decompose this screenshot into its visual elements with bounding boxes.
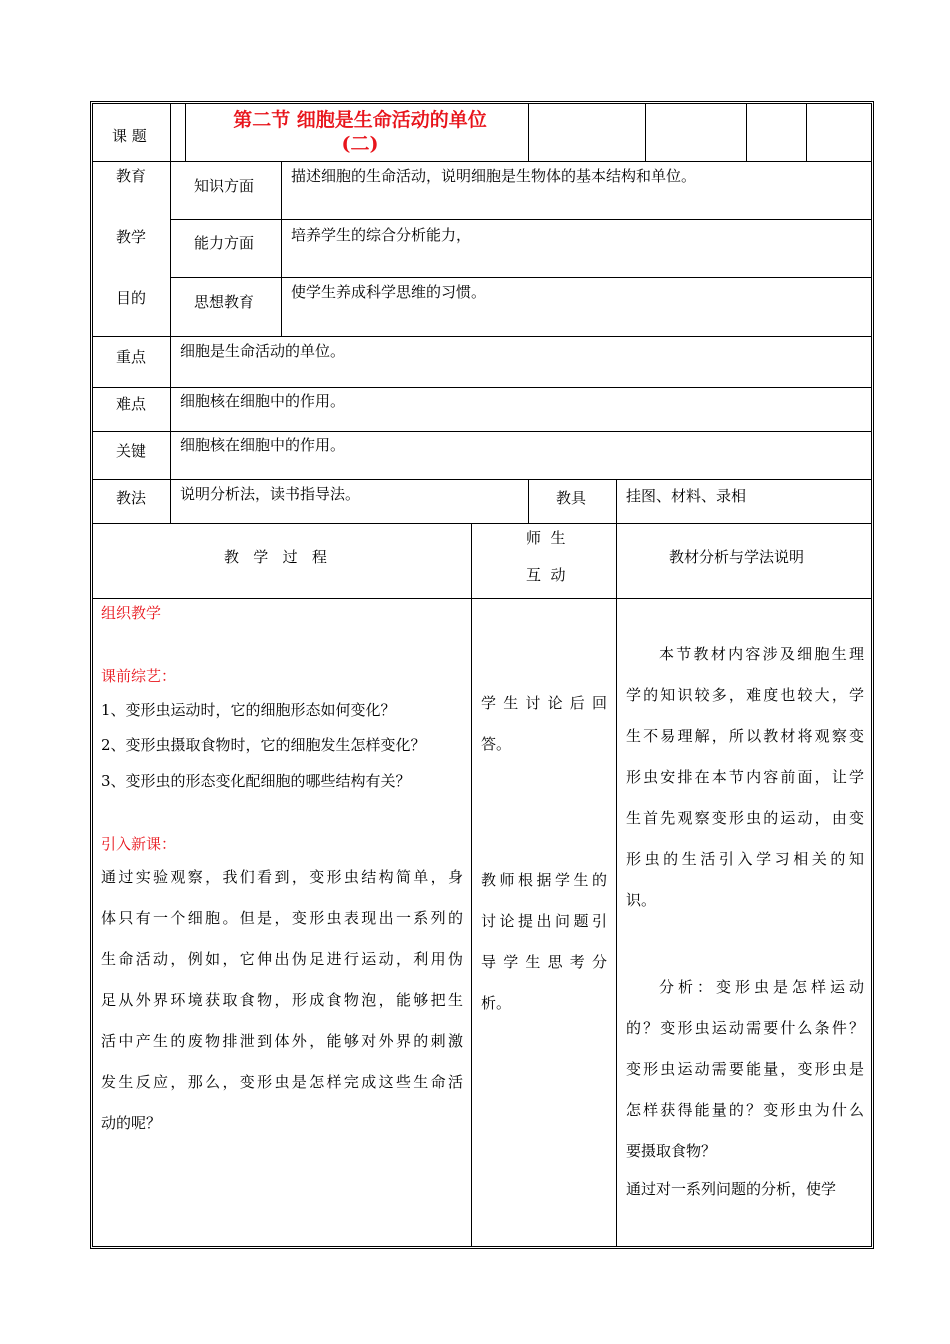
row-divider <box>171 219 871 220</box>
key-text: 细胞核在细胞中的作用。 <box>180 436 346 454</box>
method-label: 教法 <box>116 489 147 507</box>
row-divider <box>93 523 871 524</box>
column-divider <box>616 479 617 1246</box>
column-divider <box>528 479 529 523</box>
interaction-line: 教师根据学生的 <box>481 871 607 889</box>
column-divider <box>281 161 282 336</box>
analysis-line: 形虫安排在本节内容前面，让学 <box>626 768 864 786</box>
focus-text: 细胞是生命活动的单位。 <box>180 342 346 360</box>
analysis-line: 识。 <box>626 891 657 909</box>
intro-line: 通过实验观察，我们看到，变形虫结构简单，身 <box>101 868 463 886</box>
organize-heading: 组织教学 <box>101 604 162 622</box>
interaction-line: 讨论提出问题引 <box>481 912 607 930</box>
intro-paragraph <box>101 857 463 1144</box>
objectives-label-2: 教学 <box>116 228 147 246</box>
interaction-column-header-1: 师 生 <box>526 529 566 547</box>
ability-text: 培养学生的综合分析能力， <box>291 226 472 244</box>
row-divider <box>93 387 871 388</box>
interaction-note-1 <box>481 683 607 765</box>
subject-label: 课 题 <box>112 127 147 145</box>
question-1: 1、变形虫运动时，它的细胞形态如何变化？ <box>101 701 396 719</box>
analysis-paragraph-1 <box>626 634 864 921</box>
difficulty-text: 细胞核在细胞中的作用。 <box>180 392 346 410</box>
intro-line: 体只有一个细胞。但是，变形虫表现出一系列的 <box>101 909 463 927</box>
analysis-line: 变形虫运动需要能量，变形虫是 <box>626 1060 864 1078</box>
question-3: 3、变形虫的形态变化配细胞的哪些结构有关？ <box>101 772 411 790</box>
row-divider <box>93 431 871 432</box>
objectives-label-3: 目的 <box>116 289 147 307</box>
tools-label: 教具 <box>556 489 587 507</box>
column-divider <box>806 104 807 161</box>
analysis-line: 形虫的生活引入学习相关的知 <box>626 850 864 868</box>
tools-text: 挂图、材料、录相 <box>626 487 747 505</box>
column-divider <box>170 104 171 523</box>
knowledge-label: 知识方面 <box>194 177 255 195</box>
row-divider <box>93 598 871 599</box>
column-divider <box>185 104 186 161</box>
question-2: 2、变形虫摄取食物时，它的细胞发生怎样变化？ <box>101 736 426 754</box>
thought-label: 思想教育 <box>194 293 255 311</box>
analysis-line: 学的知识较多，难度也较大，学 <box>626 686 864 704</box>
intro-line: 动的呢？ <box>101 1114 162 1132</box>
process-column-header: 教 学 过 程 <box>224 548 327 566</box>
analysis-column-header: 教材分析与学法说明 <box>669 548 805 566</box>
analysis-line: 的？变形虫运动需要什么条件？ <box>626 1019 864 1037</box>
objectives-label-1: 教育 <box>116 167 147 185</box>
intro-line: 生命活动，例如，它伸出伪足进行运动，利用伪 <box>101 950 463 968</box>
column-divider <box>746 104 747 161</box>
key-label: 关键 <box>116 442 147 460</box>
prelesson-heading: 课前综艺： <box>101 667 177 685</box>
interaction-column-header-2: 互 动 <box>526 566 566 584</box>
method-text: 说明分析法，读书指导法。 <box>180 485 361 503</box>
focus-label: 重点 <box>116 348 147 366</box>
column-divider <box>528 104 529 161</box>
analysis-paragraph-2 <box>626 967 864 1172</box>
interaction-line: 学 生 讨 论 后 回 <box>481 694 607 712</box>
intro-line: 足从外界环境获取食物，形成食物泡，能够把生 <box>101 991 463 1009</box>
interaction-line: 导 学 生 思 考 分 <box>481 953 607 971</box>
interaction-line: 答。 <box>481 735 512 753</box>
lesson-title-main: 第二节 细胞是生命活动的单位 <box>233 109 487 131</box>
column-divider <box>471 523 472 1246</box>
intro-heading: 引入新课： <box>101 835 177 853</box>
analysis-line: 本节教材内容涉及细胞生理 <box>659 645 864 663</box>
analysis-line: 生不易理解，所以教材将观察变 <box>626 727 864 745</box>
row-divider <box>93 336 871 337</box>
column-divider <box>645 104 646 161</box>
row-divider <box>93 161 871 162</box>
interaction-line: 析。 <box>481 994 512 1012</box>
intro-line: 活中产生的废物排泄到体外，能够对外界的刺激 <box>101 1032 463 1050</box>
intro-line: 发生反应，那么，变形虫是怎样完成这些生命活 <box>101 1073 463 1091</box>
lesson-title <box>200 108 520 156</box>
analysis-line: 分析：变形虫是怎样运动 <box>659 978 864 996</box>
knowledge-text: 描述细胞的生命活动，说明细胞是生物体的基本结构和单位。 <box>291 167 697 185</box>
row-divider <box>93 479 871 480</box>
interaction-note-2 <box>481 860 607 1024</box>
ability-label: 能力方面 <box>194 234 255 252</box>
analysis-last-line: 通过对一系列问题的分析，使学 <box>626 1180 837 1198</box>
lesson-title-sub: (二) <box>341 133 379 155</box>
analysis-line: 要摄取食物？ <box>626 1142 717 1160</box>
analysis-line: 怎样获得能量的？变形虫为什么 <box>626 1101 864 1119</box>
difficulty-label: 难点 <box>116 395 147 413</box>
row-divider <box>171 277 871 278</box>
thought-text: 使学生养成科学思维的习惯。 <box>291 283 487 301</box>
analysis-line: 生首先观察变形虫的运动，由变 <box>626 809 864 827</box>
